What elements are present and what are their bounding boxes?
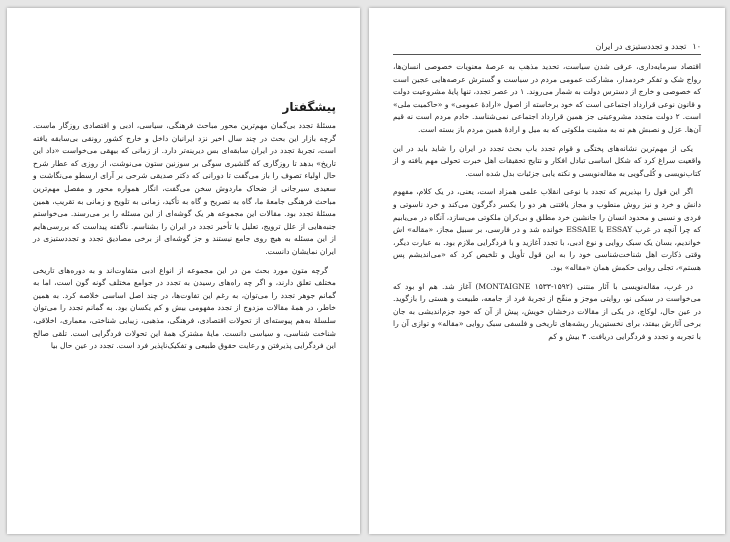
left-page [7, 8, 360, 534]
page-number: ۱۰ [692, 42, 701, 51]
paragraph: در غرب، مقاله‌نویسی با آثار منتنی (MONTAIGNE ۱۵۳۳-۱۵۹۲) آغاز شد. هم او بود که می‌خواست در سبکی نو، روایتی موجز و منقّح از تجربهٔ فرد از جامعه، طبیعت و هستی را بازگوید. در عین حال، لوکاچ، در یکی از مقالات درخشان خویش، پیش از آن که خود جزم‌اندیشی به جان برخی آثارش بیفتد، برای نخستین‌بار ریشه‌های تاریخی و فلسفی سبک روایی «مقاله» و توازی آن را با تجربه و تجدد و فردگرایی دریافت. ۳ بیش و کم [393, 281, 701, 341]
chapter-title: پیشگفتار [282, 100, 336, 114]
right-page [369, 8, 725, 534]
running-header [393, 42, 701, 55]
paragraph: مسئلهٔ تجدد بی‌گمان مهم‌ترین محور مباحث فرهنگی، سیاسی، ادبی و اقتصادی روزگار ماست. گرچه بازار این بحث در چند سال اخیر نزد ایرانیان داخل و خارج کشور رونقی بی‌سابقه یافته است، تجربهٔ تجدد در ایران سابقه‌ای بس دیرینه‌تر دارد. از زمانی که بیهقی می‌خواست «داد این تاریخ» بدهد تا روزگاری که گلشیری سوگی بر سوزنین ستون می‌نوشت، از روزی که عطار شرح حال اولیاء تصوف را باز می‌گفت تا دورانی که دکتر صدیقی شرحی بر آرای ارسطو می‌نگاشت و سعیدی سیرجانی از ضحاک ماردوش سخن می‌گفت، انگار همواره محور و مفصل مهم‌ترین مباحث فرهنگی جامعهٔ ما، گاه به تصریح و گاه به تأکید، زمانی به تلویح و زمانی به تقریب، همین مسئلهٔ تجدد بود. مقالات این مجموعه هر یک گوشه‌ای از این مسئله را بر می‌رسند. می‌خواستم جنبه‌هایی از علل ترویج، تعلیل یا تأخیر تجدد در ایران را بشناسم. ناگفته پیداست که بررسی‌هایم از این مسئله به هیچ روی جامع نیستند و جز گوشه‌ای از برخی مصادیق تجدد و تجددستیزی در ایران نمایشان دانست. [33, 121, 336, 256]
paragraph: اقتصاد سرمایه‌داری، عرفی شدن سیاست، تحدید مذهب به عرصهٔ معنویات خصوصی انسان‌ها، رواج شک و تفکر خردمدار، مشارکت عمومی مردم در سیاست و گسترش عرصه‌هایی عجین است که خصوصی و خارج از دسترس دولت به شمار می‌روند. ۱ در عصر تجدد، تنها پایهٔ مشروعیت دولت و قانون نوعی قرارداد اجتماعی است که خود برخاسته از اصول «ارادهٔ عمومی» و «حاکمیت ملی» است. ۲ دولت متجدد مشروعیتی جز همین قرارداد اجتماعی نمی‌شناسد. خادم مردم است نه قیم آن‌ها. عزل و نصبش هم نه به مشیت ملکوتی که به میل و ارادهٔ همین مردم باز بسته است. [393, 62, 701, 134]
paragraph: اگر این قول را بپذیریم که تجدد با نوعی انقلاب علمی همزاد است، یعنی، در یک کلام، مفهوم دانش و خرد و نیز روش منطوب و مجاز یافتنی هر دو را یکسر دگرگون می‌کند و خرد ناسوتی و فردی و نسبی و محدود انسان را جانشین خرد مطلق و بی‌کران ملکوتی می‌سازد، آنگاه در می‌یابیم که چرا آنچه در غرب ESSAY یا ESSAIE خوانده شد و در فارسی، بر سبیل مجاز، «مقاله» اش خواندیم، بسان یک سبک روایی و نوع ادبی، با تجدد آغازید و با فردگرایی ملازم بود. به عبارت دیگر، وقتی ذکارت اهل شناخت‌شناسی خود را به این قول تأویل و تلخیص کرد که «می‌اندیشم پس هستم»، تجلی روایی حکمش همان «مقاله» بود. [393, 187, 701, 272]
paragraph: یکی از مهم‌ترین نشانه‌های پختگی و قوام تجدد باب بحث تجدد در ایران را شاید باید در این واقعیت سراغ کرد که شکل اساسی تبادل افکار و نتایج تحقیقات اهل خبرت تحولی مهم یافته و از کتاب‌نویسی و کُلی‌گویی به مقاله‌نویسی و نکته یابی جزئیات بدل شده است. [393, 143, 701, 178]
running-title: تجدد و تجددستیزی در ایران [595, 42, 687, 51]
paragraph: گرچه متون مورد بحث من در این مجموعه از انواع ادبی متفاوت‌اند و به دوره‌های تاریخی مختلف تعلق دارند، و اگر چه راه‌های رسیدن به تجدد در جوامع مختلف گونه گون است، اما به گمانم جوهر تجدد را می‌توان، به رغم این تفاوت‌ها، در چند اصل اساسی خلاصه کرد. به همین خاطر، در همهٔ مقالات مزدوج از تجدد مفهومی بیش و کم یکسان بود. به گمانم تجدد را می‌توان سلسلهٔ به‌هم پیوسته‌ای از تحولات اقتصادی، فرهنگی، مذهبی، زیبایی شناختی، معماری، اخلاقی، شناخت شناسی، و سیاسی دانست. مایهٔ مشترک همهٔ این تحولات فردگرایی است. تلقی صالح این فردگرایی پذیرفتن و رعایت حقوق طبیعی و تفکیک‌ناپذیر فرد است. تجدد در عین حال بیا [33, 265, 336, 351]
